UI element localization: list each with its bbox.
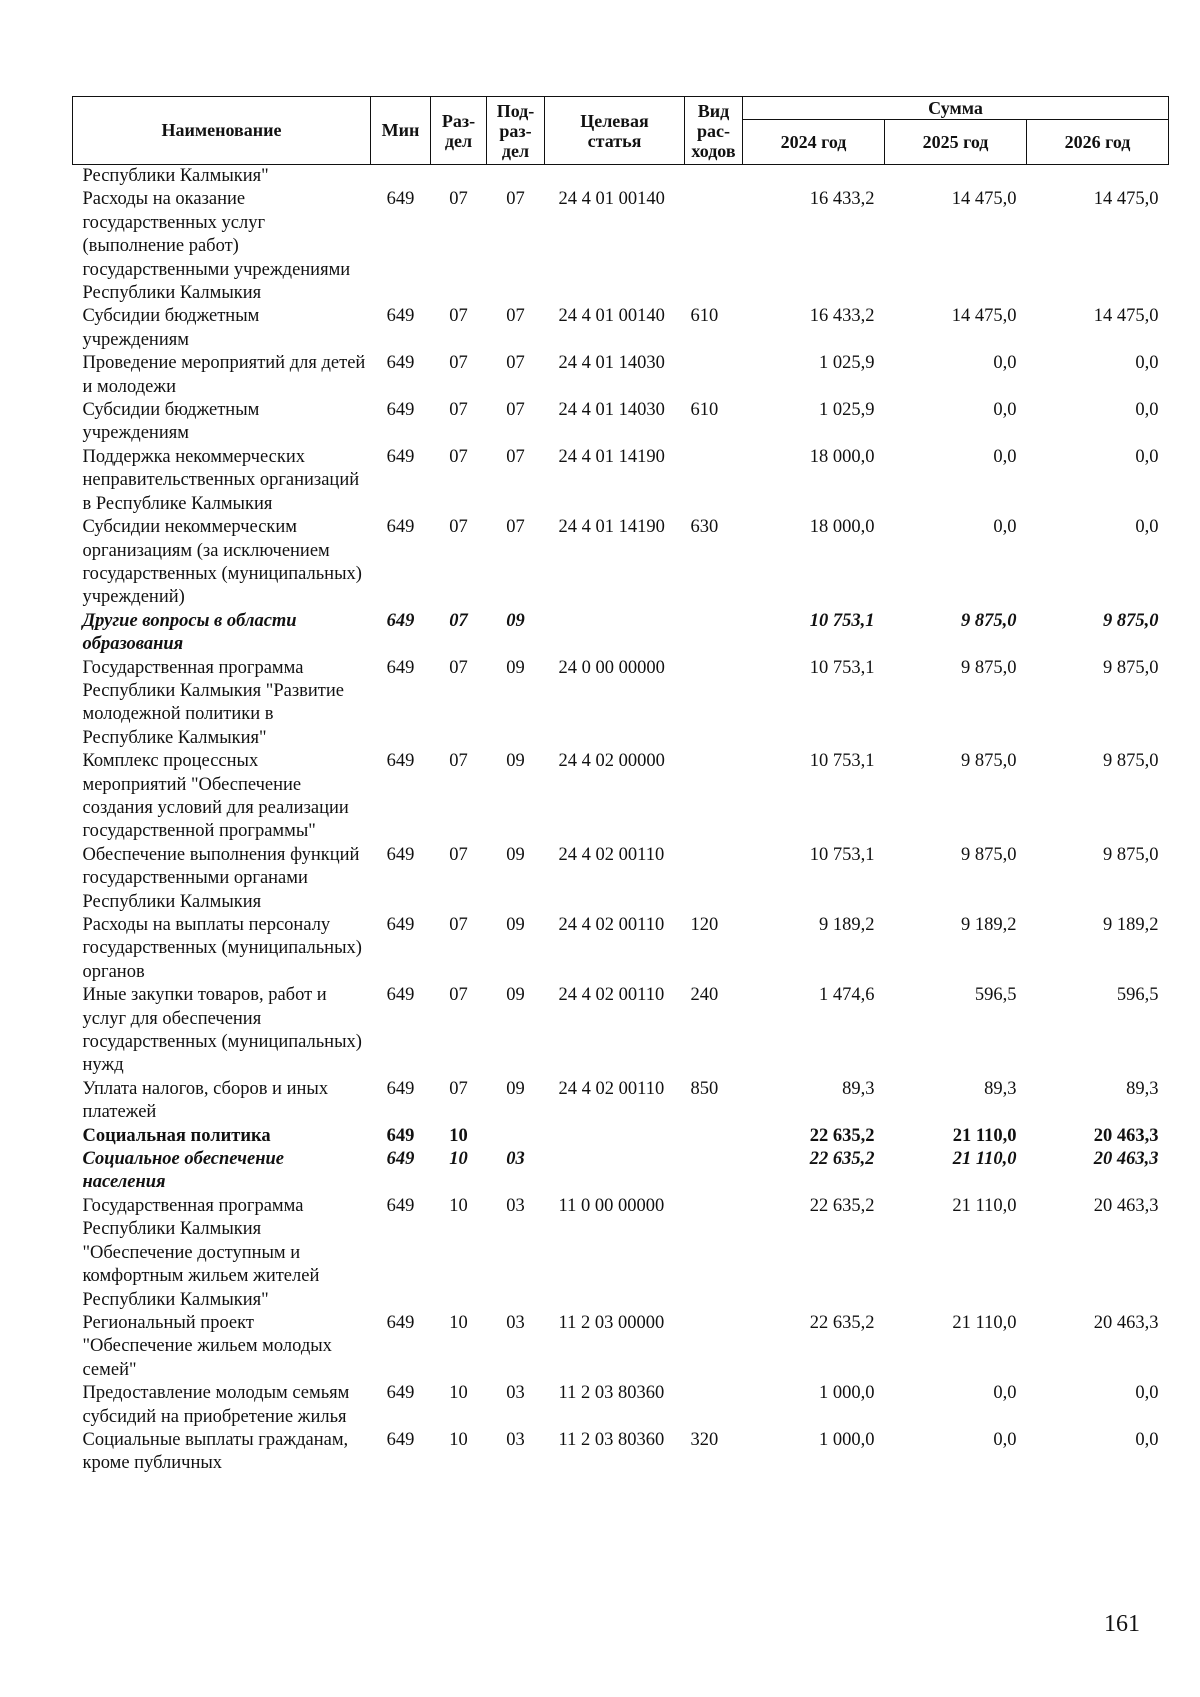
header-year-2026: 2026 год: [1027, 120, 1169, 165]
cell-amount-2026: 14 475,0: [1093, 189, 1159, 210]
cell-amount-2024: 1 000,0: [819, 1383, 875, 1404]
cell-amount-2024: 22 635,2: [809, 1125, 875, 1146]
cell-min: 649: [386, 844, 415, 865]
cell-amount-2026: 89,3: [1126, 1078, 1159, 1099]
cell-amount-2024: 1 025,9: [819, 353, 875, 374]
table-row: [73, 1148, 1169, 1195]
cell-vid-rashodov: [685, 610, 743, 657]
cell-amount-2024: 1 025,9: [819, 400, 875, 421]
cell-amount-2026: 9 875,0: [1103, 610, 1159, 631]
cell-amount-2026: 14 475,0: [1093, 306, 1159, 327]
cell-vid-rashodov: [685, 750, 743, 844]
cell-podrazdel: 03: [506, 1149, 525, 1170]
cell-razdel: 10: [449, 1125, 468, 1146]
cell-name: Республики Калмыкия": [82, 166, 269, 186]
cell-razdel: 07: [449, 985, 468, 1006]
cell-name: Государственная программа Республики Калмыкия "Обеспечение доступным и комфортным жильем жителей Республики Калмыкия": [82, 1195, 320, 1310]
table-row: [73, 165, 1169, 189]
table-body: [73, 165, 1169, 1476]
cell-celevaya-statya: [545, 1125, 685, 1148]
cell-amount-2026: 0,0: [1135, 353, 1159, 374]
cell-celevaya-statya: 24 4 02 00110: [558, 1078, 665, 1099]
cell-amount-2024: 10 753,1: [809, 610, 875, 631]
cell-celevaya-statya: 11 0 00 00000: [558, 1195, 665, 1216]
cell-amount-2026: 0,0: [1135, 517, 1159, 538]
cell-razdel: 10: [449, 1149, 468, 1170]
cell-amount-2024: 16 433,2: [809, 189, 875, 210]
cell-vid-rashodov: 610: [690, 306, 719, 327]
cell-vid-rashodov: [685, 1148, 743, 1195]
cell-amount-2024: 22 635,2: [809, 1312, 875, 1333]
cell-min: 649: [386, 517, 415, 538]
cell-razdel: 07: [449, 446, 468, 467]
cell-amount-2025: 0,0: [993, 400, 1017, 421]
cell-podrazdel: 09: [506, 844, 525, 865]
cell-podrazdel: 09: [506, 1078, 525, 1099]
cell-vid-rashodov: 320: [690, 1429, 719, 1450]
cell-amount-2025: 21 110,0: [952, 1149, 1017, 1170]
cell-name: Социальное обеспечение населения: [82, 1149, 284, 1193]
cell-name: Предоставление молодым семьям субсидий на приобретение жилья: [82, 1383, 350, 1427]
cell-amount-2026: 0,0: [1135, 446, 1159, 467]
cell-podrazdel: 03: [506, 1195, 525, 1216]
cell-podrazdel: [487, 165, 545, 189]
cell-vid-rashodov: [685, 188, 743, 305]
cell-min: 649: [386, 189, 415, 210]
cell-amount-2025: 21 110,0: [952, 1312, 1017, 1333]
cell-vid-rashodov: 850: [690, 1078, 719, 1099]
cell-name: Другие вопросы в области образования: [82, 610, 297, 655]
cell-razdel: 07: [449, 353, 468, 374]
cell-amount-2026: 20 463,3: [1093, 1125, 1159, 1146]
header-podrazdel: Под- раз- дел: [487, 97, 545, 165]
cell-vid-rashodov: 120: [690, 915, 719, 935]
cell-amount-2024: 22 635,2: [809, 1195, 875, 1216]
cell-min: 649: [386, 1125, 415, 1146]
cell-amount-2024: 89,3: [842, 1078, 875, 1099]
cell-vid-rashodov: [685, 165, 743, 189]
table-header: [73, 97, 1169, 165]
cell-razdel: 07: [449, 400, 468, 421]
cell-amount-2026: 9 875,0: [1103, 657, 1159, 678]
cell-name: Государственная программа Республики Калмыкия "Развитие молодежной политики в Республике Калмыкия": [82, 657, 344, 748]
cell-celevaya-statya: 24 0 00 00000: [558, 657, 665, 678]
cell-amount-2026: 596,5: [1116, 985, 1159, 1006]
cell-razdel: 07: [449, 517, 468, 538]
table-row: [73, 1382, 1169, 1429]
table-row: [73, 399, 1169, 446]
cell-celevaya-statya: [545, 165, 685, 189]
table-row: [73, 1125, 1169, 1148]
cell-amount-2026: 0,0: [1135, 400, 1159, 421]
cell-celevaya-statya: 24 4 02 00000: [558, 751, 665, 772]
header-year-2025: 2025 год: [885, 120, 1027, 165]
cell-podrazdel: 03: [506, 1383, 525, 1404]
cell-celevaya-statya: 24 4 01 14030: [558, 400, 665, 421]
cell-min: 649: [386, 657, 415, 678]
cell-celevaya-statya: 11 2 03 80360: [558, 1429, 665, 1450]
cell-amount-2025: 14 475,0: [951, 189, 1017, 210]
cell-min: 649: [386, 400, 415, 421]
cell-vid-rashodov: [685, 1125, 743, 1148]
page-number: 161: [1104, 1611, 1140, 1637]
cell-amount-2026: 20 463,3: [1093, 1149, 1159, 1170]
header-name: Наименование: [73, 97, 371, 165]
table-row: [73, 844, 1169, 914]
cell-amount-2026: 9 189,2: [1103, 915, 1159, 935]
cell-amount-2025: 21 110,0: [952, 1195, 1017, 1216]
cell-razdel: 07: [449, 844, 468, 865]
cell-vid-rashodov: 610: [690, 400, 719, 421]
header-summa: Сумма: [743, 97, 1169, 120]
cell-celevaya-statya: 11 2 03 00000: [558, 1312, 665, 1333]
cell-celevaya-statya: [545, 1148, 685, 1195]
cell-name: Обеспечение выполнения функций государственными органами Республики Калмыкия: [82, 844, 360, 912]
header-razdel: Раз- дел: [431, 97, 487, 165]
cell-celevaya-statya: 24 4 01 00140: [558, 189, 665, 210]
cell-celevaya-statya: 24 4 01 14190: [558, 517, 665, 538]
cell-celevaya-statya: 11 2 03 80360: [558, 1383, 665, 1404]
cell-amount-2024: 10 753,1: [809, 657, 875, 678]
table-row: [73, 1429, 1169, 1476]
cell-name: Иные закупки товаров, работ и услуг для обеспечения государственных (муниципальных) нужд: [82, 985, 362, 1076]
cell-podrazdel: 09: [506, 915, 525, 935]
cell-podrazdel: 09: [506, 985, 525, 1006]
cell-amount-2024: 1 474,6: [819, 985, 875, 1006]
cell-amount-2024: 10 753,1: [809, 844, 875, 865]
cell-amount-2026: 0,0: [1135, 1429, 1159, 1450]
cell-amount-2025: 21 110,0: [952, 1125, 1017, 1146]
cell-vid-rashodov: 630: [690, 517, 719, 538]
table-row: [73, 1312, 1169, 1382]
cell-amount-2024: 16 433,2: [809, 306, 875, 327]
cell-amount-2025: 0,0: [993, 1383, 1017, 1404]
cell-vid-rashodov: [685, 657, 743, 751]
cell-celevaya-statya: [545, 610, 685, 657]
cell-amount-2025: 9 875,0: [961, 751, 1017, 772]
cell-razdel: 07: [449, 1078, 468, 1099]
cell-amount-2026: 20 463,3: [1093, 1312, 1159, 1333]
cell-vid-rashodov: [685, 1195, 743, 1312]
cell-razdel: 10: [449, 1195, 468, 1216]
cell-amount-2024: 18 000,0: [809, 446, 875, 467]
cell-amount-2025: 14 475,0: [951, 306, 1017, 327]
cell-podrazdel: 07: [506, 446, 525, 467]
table-row: [73, 1078, 1169, 1125]
cell-name: Субсидии бюджетным учреждениям: [82, 400, 260, 444]
cell-amount-2024: 10 753,1: [809, 751, 875, 772]
cell-podrazdel: 07: [506, 400, 525, 421]
cell-amount-2025: 0,0: [993, 517, 1017, 538]
cell-name: Комплекс процессных мероприятий "Обеспечение создания условий для реализации государственной программы": [82, 751, 349, 842]
cell-amount-2025: 9 875,0: [961, 657, 1017, 678]
cell-amount-2025: 89,3: [984, 1078, 1017, 1099]
table-row: [73, 1195, 1169, 1312]
cell-min: 649: [386, 1195, 415, 1216]
table-row: [73, 516, 1169, 610]
cell-name: Субсидии бюджетным учреждениям: [82, 306, 260, 350]
cell-amount-2024: [743, 165, 885, 189]
cell-name: Проведение мероприятий для детей и молодежи: [82, 353, 366, 397]
cell-min: 649: [386, 1312, 415, 1333]
cell-name: Региональный проект "Обеспечение жильем молодых семей": [82, 1312, 332, 1380]
cell-amount-2024: 22 635,2: [809, 1149, 875, 1170]
cell-min: [371, 165, 431, 189]
cell-name: Расходы на оказание государственных услуг (выполнение работ) государственными учреждениями Республики Калмыкия: [82, 189, 351, 304]
cell-razdel: 07: [449, 915, 468, 935]
cell-razdel: 10: [449, 1429, 468, 1450]
table-row: [73, 914, 1169, 984]
cell-vid-rashodov: [685, 446, 743, 516]
cell-min: 649: [386, 446, 415, 467]
cell-razdel: 07: [449, 751, 468, 772]
cell-min: 649: [386, 751, 415, 772]
cell-vid-rashodov: [685, 844, 743, 914]
cell-amount-2024: 9 189,2: [819, 915, 875, 935]
header-year-2024: 2024 год: [743, 120, 885, 165]
cell-razdel: 07: [449, 189, 468, 210]
cell-min: 649: [386, 1078, 415, 1099]
cell-amount-2025: 0,0: [993, 1429, 1017, 1450]
cell-vid-rashodov: [685, 352, 743, 399]
cell-name: Уплата налогов, сборов и иных платежей: [82, 1078, 329, 1123]
cell-min: 649: [386, 1149, 415, 1170]
cell-min: 649: [386, 353, 415, 374]
cell-amount-2025: 9 875,0: [961, 610, 1017, 631]
cell-razdel: 10: [449, 1383, 468, 1404]
cell-podrazdel: 07: [506, 353, 525, 374]
cell-amount-2026: 9 875,0: [1103, 844, 1159, 865]
header-celevaya-statya: Целевая статья: [545, 97, 685, 165]
cell-amount-2025: 596,5: [974, 985, 1017, 1006]
header-min: Мин: [371, 97, 431, 165]
cell-celevaya-statya: 24 4 01 14030: [558, 353, 665, 374]
cell-amount-2025: [885, 165, 1027, 189]
cell-min: 649: [386, 1383, 415, 1404]
cell-podrazdel: 07: [506, 517, 525, 538]
cell-razdel: [431, 165, 487, 189]
cell-vid-rashodov: 240: [690, 985, 719, 1006]
cell-amount-2024: 1 000,0: [819, 1429, 875, 1450]
cell-name: Социальная политика: [82, 1125, 271, 1146]
cell-podrazdel: [487, 1125, 545, 1148]
table-row: [73, 610, 1169, 657]
cell-vid-rashodov: [685, 1382, 743, 1429]
cell-name: Субсидии некоммерческим организациям (за исключением государственных (муниципальных) учреждений): [82, 517, 362, 608]
cell-podrazdel: 03: [506, 1312, 525, 1333]
table-row: [73, 657, 1169, 751]
cell-celevaya-statya: 24 4 02 00110: [558, 844, 665, 865]
table-row: [73, 305, 1169, 352]
table-row: [73, 188, 1169, 305]
cell-razdel: 07: [449, 657, 468, 678]
cell-amount-2026: [1027, 165, 1169, 189]
cell-podrazdel: 07: [506, 189, 525, 210]
cell-min: 649: [386, 1429, 415, 1450]
cell-razdel: 07: [449, 610, 468, 631]
budget-table: [72, 96, 1169, 1476]
cell-min: 649: [386, 985, 415, 1006]
cell-min: 649: [386, 915, 415, 935]
cell-min: 649: [386, 306, 415, 327]
cell-celevaya-statya: 24 4 01 14190: [558, 446, 665, 467]
cell-podrazdel: 07: [506, 306, 525, 327]
cell-amount-2026: 20 463,3: [1093, 1195, 1159, 1216]
table-row: [73, 352, 1169, 399]
cell-celevaya-statya: 24 4 02 00110: [558, 985, 665, 1006]
cell-amount-2025: 9 875,0: [961, 844, 1017, 865]
cell-podrazdel: 09: [506, 610, 525, 631]
cell-celevaya-statya: 24 4 02 00110: [558, 915, 665, 935]
cell-name: Поддержка некоммерческих неправительственных организаций в Республике Калмыкия: [82, 446, 360, 514]
cell-amount-2025: 9 189,2: [961, 915, 1017, 935]
cell-amount-2025: 0,0: [993, 353, 1017, 374]
cell-podrazdel: 09: [506, 657, 525, 678]
cell-amount-2024: 18 000,0: [809, 517, 875, 538]
table-row: [73, 750, 1169, 844]
cell-amount-2026: 0,0: [1135, 1383, 1159, 1404]
header-vid-rashodov: Вид рас- ходов: [685, 97, 743, 165]
cell-amount-2026: 9 875,0: [1103, 751, 1159, 772]
cell-amount-2025: 0,0: [993, 446, 1017, 467]
cell-celevaya-statya: 24 4 01 00140: [558, 306, 665, 327]
cell-podrazdel: 09: [506, 751, 525, 772]
cell-razdel: 07: [449, 306, 468, 327]
cell-podrazdel: 03: [506, 1429, 525, 1450]
cell-name: Социальные выплаты гражданам, кроме публичных: [82, 1429, 349, 1474]
cell-vid-rashodov: [685, 1312, 743, 1382]
cell-razdel: 10: [449, 1312, 468, 1333]
table-row: [73, 984, 1169, 1078]
cell-name: Расходы на выплаты персоналу государственных (муниципальных) органов: [82, 915, 362, 982]
table-row: [73, 446, 1169, 516]
cell-min: 649: [386, 610, 415, 631]
